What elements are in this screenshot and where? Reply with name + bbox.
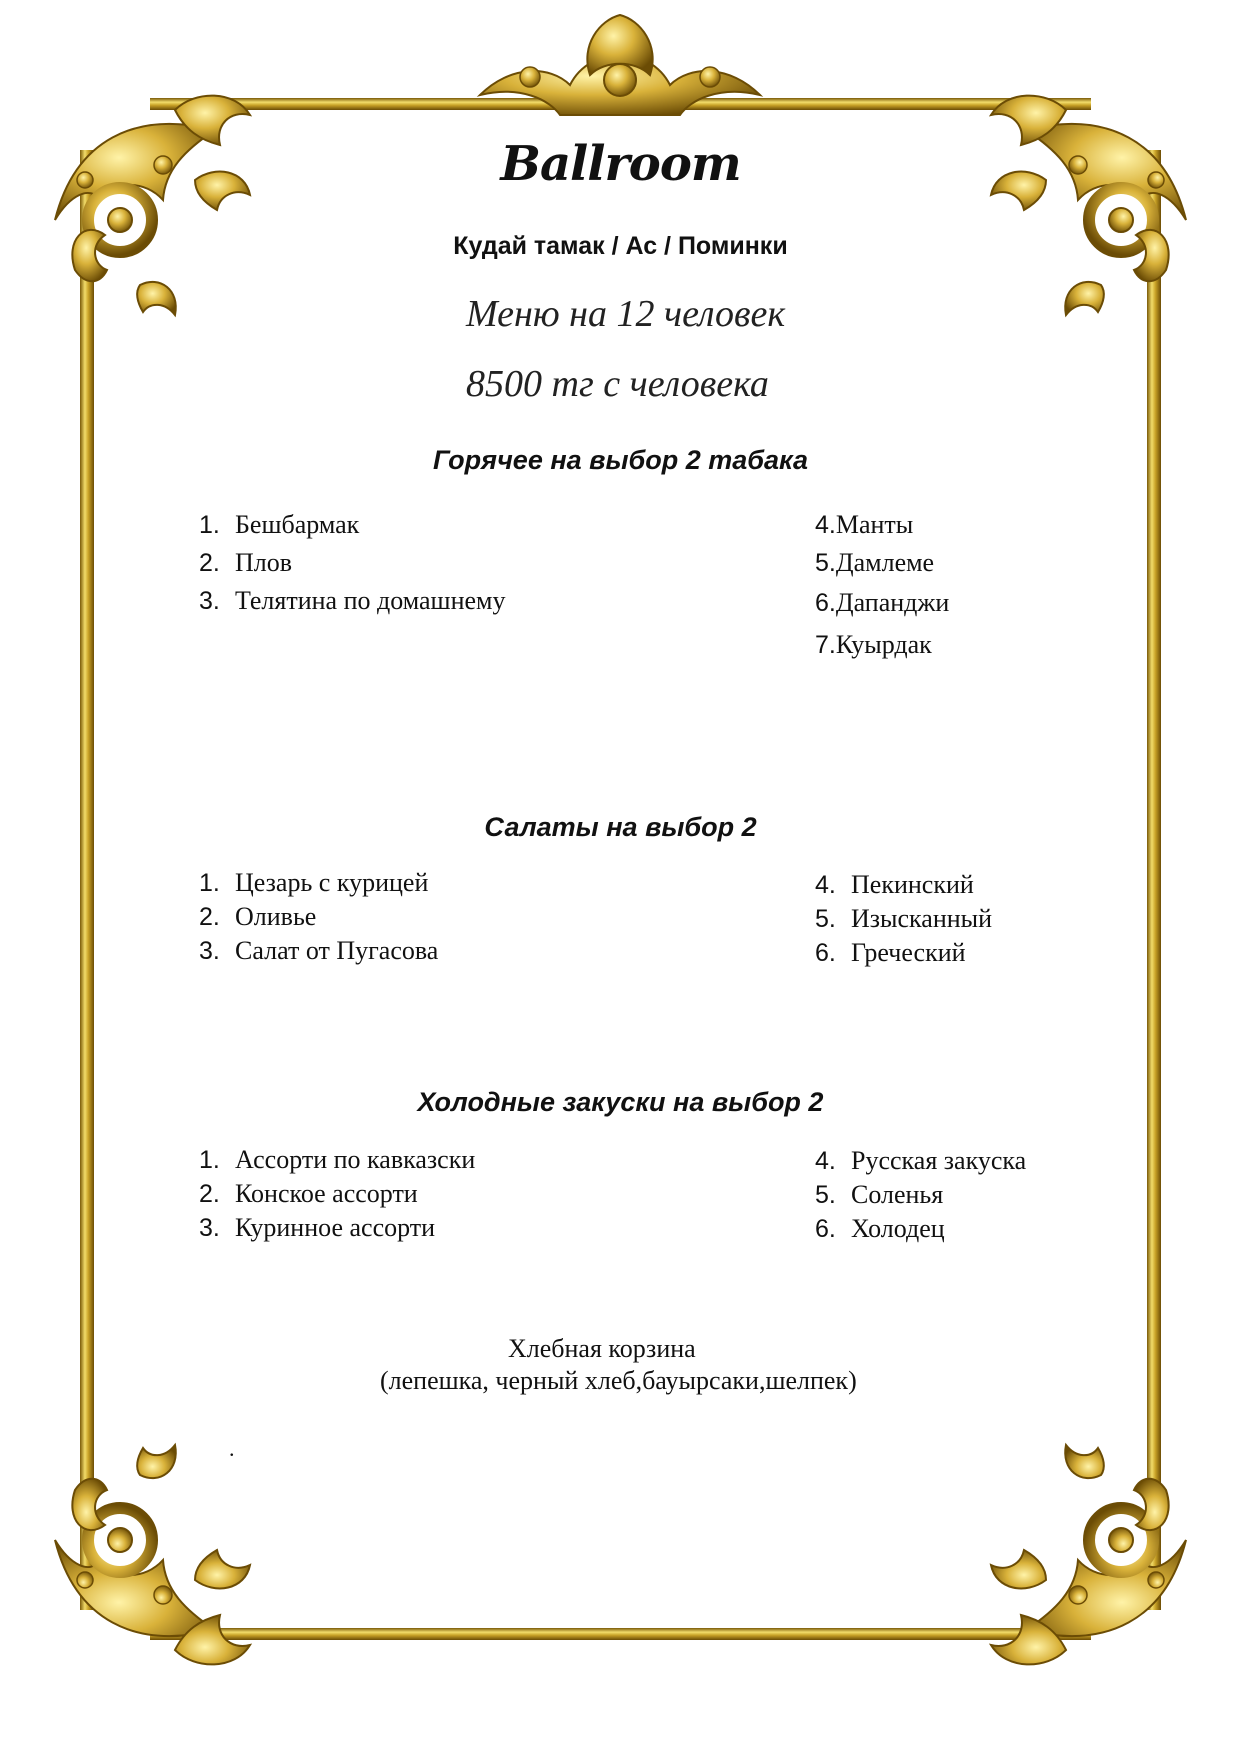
list-item: 4. Русская закуска (815, 1146, 1027, 1175)
list-item: 7.Куырдак (815, 630, 932, 659)
list-item: 3. Куринное ассорти (199, 1213, 436, 1242)
list-item: 6. Холодец (815, 1214, 945, 1243)
list-item: 2. Оливье (199, 902, 317, 931)
list-item: 5. Изысканный (815, 904, 993, 933)
section-title-cold: Холодные закуски на выбор 2 (417, 1087, 824, 1117)
list-item: 6. Греческий (815, 938, 966, 967)
brand-title: Ballroom (500, 136, 741, 192)
list-item: 1. Ассорти по кавказски (199, 1145, 476, 1174)
list-item: 3. Телятина по домашнему (199, 586, 506, 615)
list-item: 2. Плов (199, 548, 293, 577)
menu-price: 8500 тг с человека (466, 363, 769, 405)
bread-basket-title: Хлебная корзина (508, 1334, 696, 1363)
menu-subtitle: Кудай тамак / Ас / Поминки (453, 232, 788, 260)
list-item: 2. Конское ассорти (199, 1179, 418, 1208)
list-item: 1. Цезарь с курицей (199, 868, 429, 897)
list-item: 1. Бешбармак (199, 510, 360, 539)
list-item: 6.Дапанджи (815, 588, 950, 617)
section-title-salads: Салаты на выбор 2 (484, 812, 757, 842)
list-item: 5. Соленья (815, 1180, 944, 1209)
menu-guest-count: Меню на 12 человек (466, 293, 786, 335)
list-item: 4. Пекинский (815, 870, 974, 899)
section-title-hot: Горячее на выбор 2 табака (432, 445, 809, 475)
stray-dot: . (229, 1436, 235, 1461)
list-item: 4.Манты (815, 510, 914, 539)
bread-basket-details: (лепешка, черный хлеб,бауырсаки,шелпек) (380, 1366, 857, 1395)
list-item: 5.Дамлеме (815, 548, 935, 577)
list-item: 3. Салат от Пугасова (199, 936, 439, 965)
